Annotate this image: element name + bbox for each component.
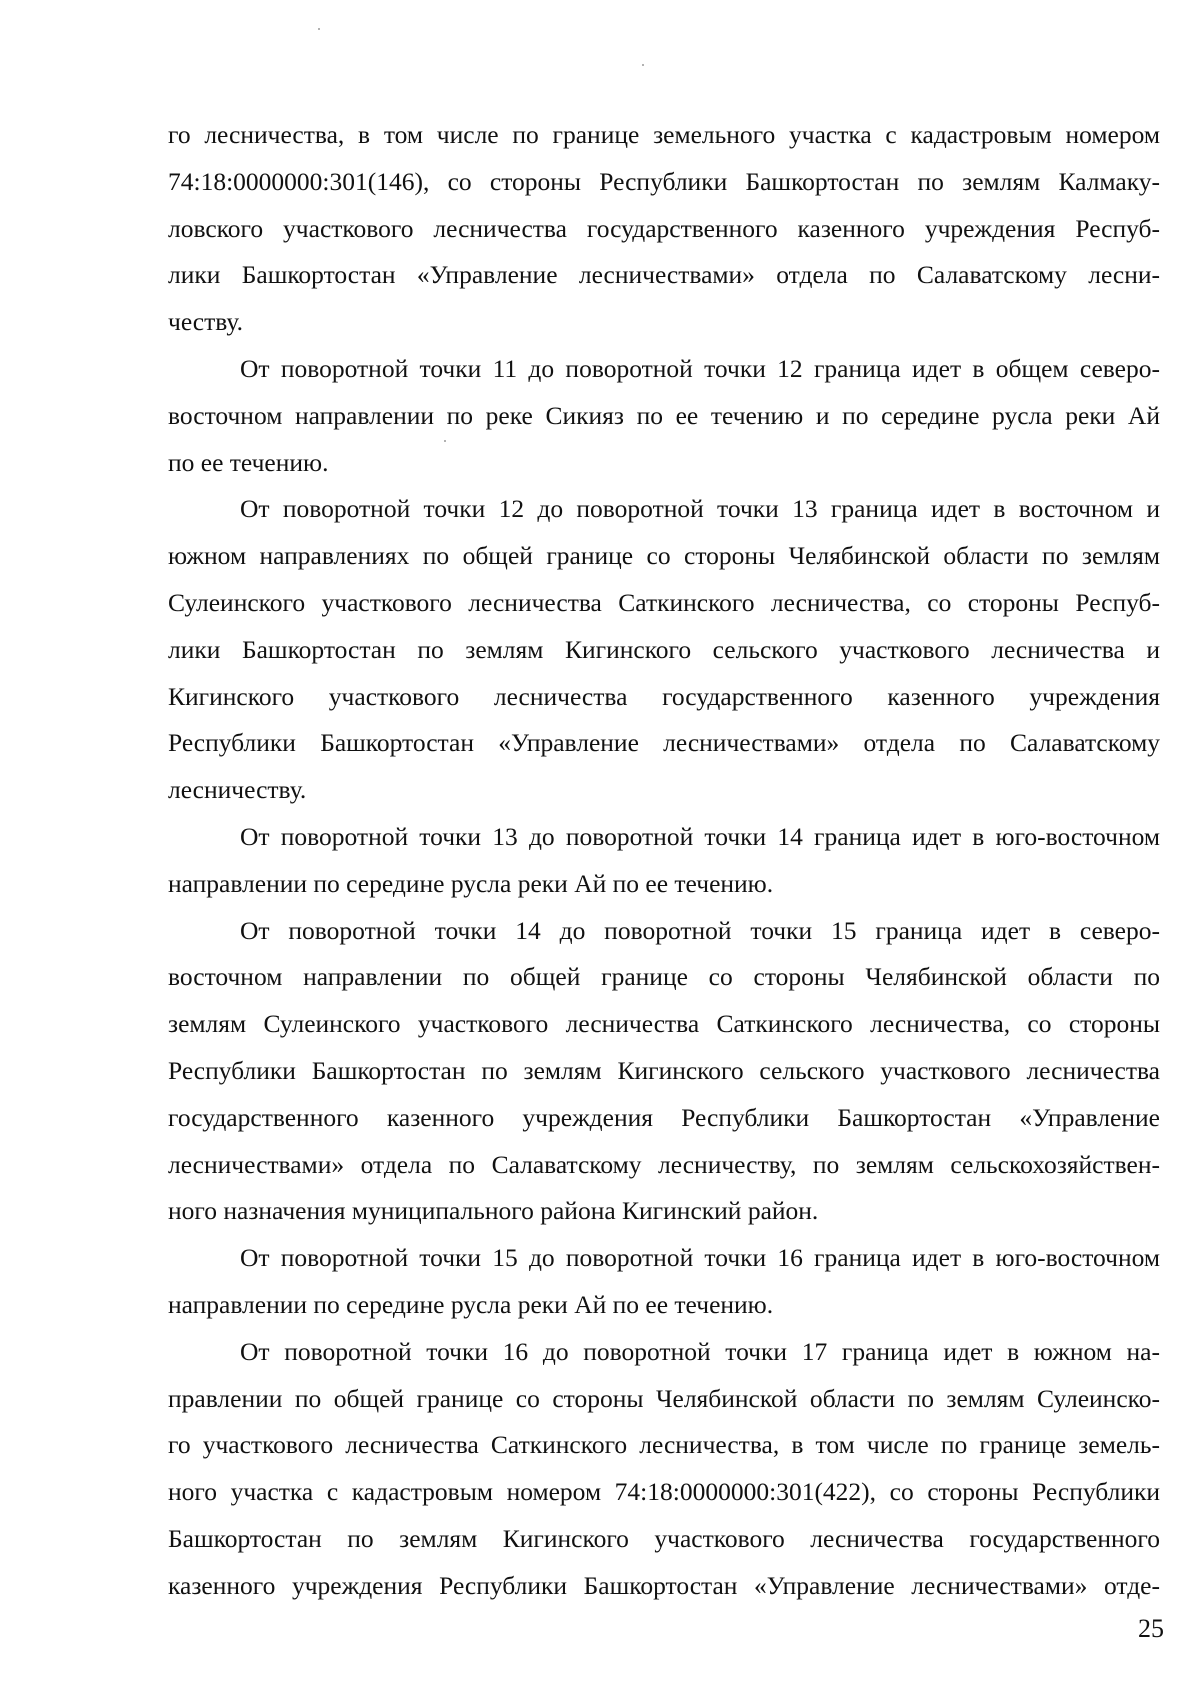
paragraph [168, 346, 1160, 486]
text-line: От поворотной точки 15 до поворотной точки 16 граница идет в юго-восточном [240, 1243, 1160, 1273]
text-line: 74:18:0000000:301(146), со стороны Республики Башкортостан по землям Калмаку- [168, 166, 1160, 196]
paragraph [168, 814, 1160, 908]
text-line: Сулеинского участкового лесничества Саткинского лесничества, со стороны Респуб- [168, 587, 1160, 617]
paragraph [168, 486, 1160, 814]
paragraph [168, 112, 1160, 346]
body-text [168, 112, 1160, 1610]
text-line: Республики Башкортостан по землям Кигинского сельского участкового лесничества [168, 1055, 1160, 1085]
text-line: От поворотной точки 14 до поворотной точки 15 граница идет в северо- [240, 915, 1160, 945]
text-line: ного участка с кадастровым номером 74:18:0000000:301(422), со стороны Республики [168, 1477, 1160, 1507]
scan-speck [642, 64, 644, 66]
text-line: От поворотной точки 11 до поворотной точки 12 граница идет в общем северо- [240, 353, 1160, 383]
text-line: казенного учреждения Республики Башкортостан «Управление лесничествами» отде- [168, 1570, 1160, 1600]
paragraph [168, 1235, 1160, 1329]
text-line: Кигинского участкового лесничества государственного казенного учреждения [168, 681, 1160, 711]
scan-speck [318, 28, 320, 30]
text-line: го участкового лесничества Саткинского лесничества, в том числе по границе земель- [168, 1430, 1160, 1460]
text-line: землям Сулеинского участкового лесничества Саткинского лесничества, со стороны [168, 1009, 1160, 1039]
text-line: го лесничества, в том числе по границе земельного участка с кадастровым номером [168, 120, 1160, 149]
text-line: правлении по общей границе со стороны Челябинской области по землям Сулеинско- [168, 1383, 1160, 1413]
text-line: направлении по середине русла реки Ай по ее течению. [168, 868, 774, 898]
text-line: Республики Башкортостан «Управление лесничествами» отдела по Салаватскому [168, 728, 1160, 758]
text-line: От поворотной точки 12 до поворотной точки 13 граница идет в восточном и [240, 494, 1160, 524]
text-line: От поворотной точки 16 до поворотной точки 17 граница идет в южном на- [240, 1336, 1160, 1366]
paragraph [168, 908, 1160, 1236]
text-line: Башкортостан по землям Кигинского участкового лесничества государственного [168, 1523, 1160, 1553]
text-line: честву. [168, 307, 243, 337]
paragraph [168, 1329, 1160, 1610]
text-line: лики Башкортостан «Управление лесничествами» отдела по Салаватскому лесни- [168, 260, 1160, 290]
text-line: От поворотной точки 13 до поворотной точки 14 граница идет в юго-восточном [240, 821, 1160, 851]
text-line: ловского участкового лесничества государственного казенного учреждения Респуб- [168, 213, 1160, 243]
page-number: 25 [1138, 1614, 1164, 1643]
text-line: восточном направлении по реке Сикияз по ее течению и по середине русла реки Ай [168, 400, 1160, 430]
text-line: по ее течению. [168, 447, 329, 477]
text-line: южном направлениях по общей границе со стороны Челябинской области по землям [168, 541, 1160, 571]
text-line: государственного казенного учреждения Республики Башкортостан «Управление [168, 1102, 1160, 1132]
text-line: лики Башкортостан по землям Кигинского сельского участкового лесничества и [168, 634, 1160, 664]
text-line: лесничествами» отдела по Салаватскому лесничеству, по землям сельскохозяйствен- [168, 1149, 1160, 1179]
text-line: лесничеству. [168, 775, 307, 805]
text-line: направлении по середине русла реки Ай по ее течению. [168, 1289, 774, 1319]
text-line: восточном направлении по общей границе со стороны Челябинской области по [168, 962, 1160, 992]
text-line: ного назначения муниципального района Кигинский район. [168, 1196, 819, 1226]
